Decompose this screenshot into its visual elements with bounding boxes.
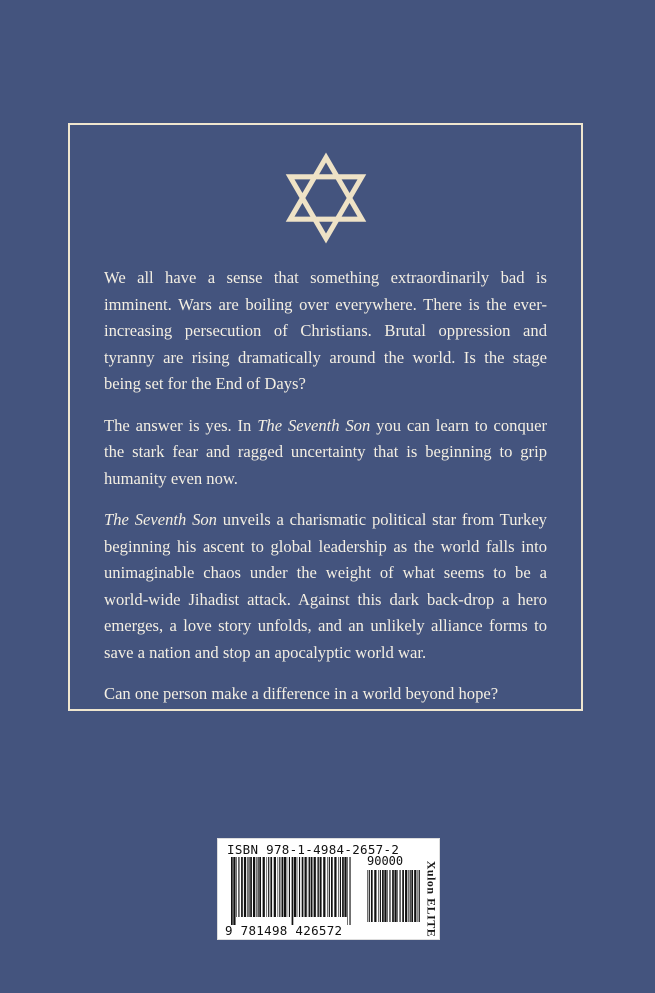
blurb-paragraph-1: We all have a sense that something extraordinarily bad is imminent. Wars are boiling over everywhere. There is the ever-increasing persecution of Christians. Brutal oppression and tyranny are rising dramatically around the world. Is the stage being set for the End of Days? [104, 268, 547, 393]
blurb-paragraph-2: The answer is yes. In The Seventh Son you can learn to conquer the stark fear and ragged uncertainty that is beginning to grip humanity even now. [104, 415, 547, 488]
isbn-label: ISBN 978-1-4984-2657-2 [227, 842, 400, 857]
publisher-logo-text: Xulon ELITE [424, 860, 439, 938]
price-addon-code: 90000 [367, 854, 404, 868]
barcode-box [217, 838, 440, 940]
book-title: The Seventh Son [104, 510, 217, 529]
blurb-paragraph-3: The Seventh Son unveils a charismatic political star from Turkey beginning his ascent to global leadership as the world falls into unimaginable chaos under the weight of what seems to be a world-wide Jihadist attack. Against this dark back-drop a hero emerges, a love story unfolds, and an unlikely alliance forms to save a nation and stop an apocalyptic world war. [104, 510, 547, 662]
text-frame [68, 123, 583, 711]
addon-barcode [367, 870, 421, 930]
star-of-david-icon [280, 152, 372, 244]
ean-barcode [231, 857, 351, 925]
book-title: The Seventh Son [257, 415, 371, 435]
publisher-logo [423, 860, 439, 938]
blurb [104, 265, 547, 723]
blurb-paragraph-4: Can one person make a difference in a world beyond hope? [104, 684, 499, 703]
ean-digits: 9 781498 426572 [225, 923, 343, 938]
